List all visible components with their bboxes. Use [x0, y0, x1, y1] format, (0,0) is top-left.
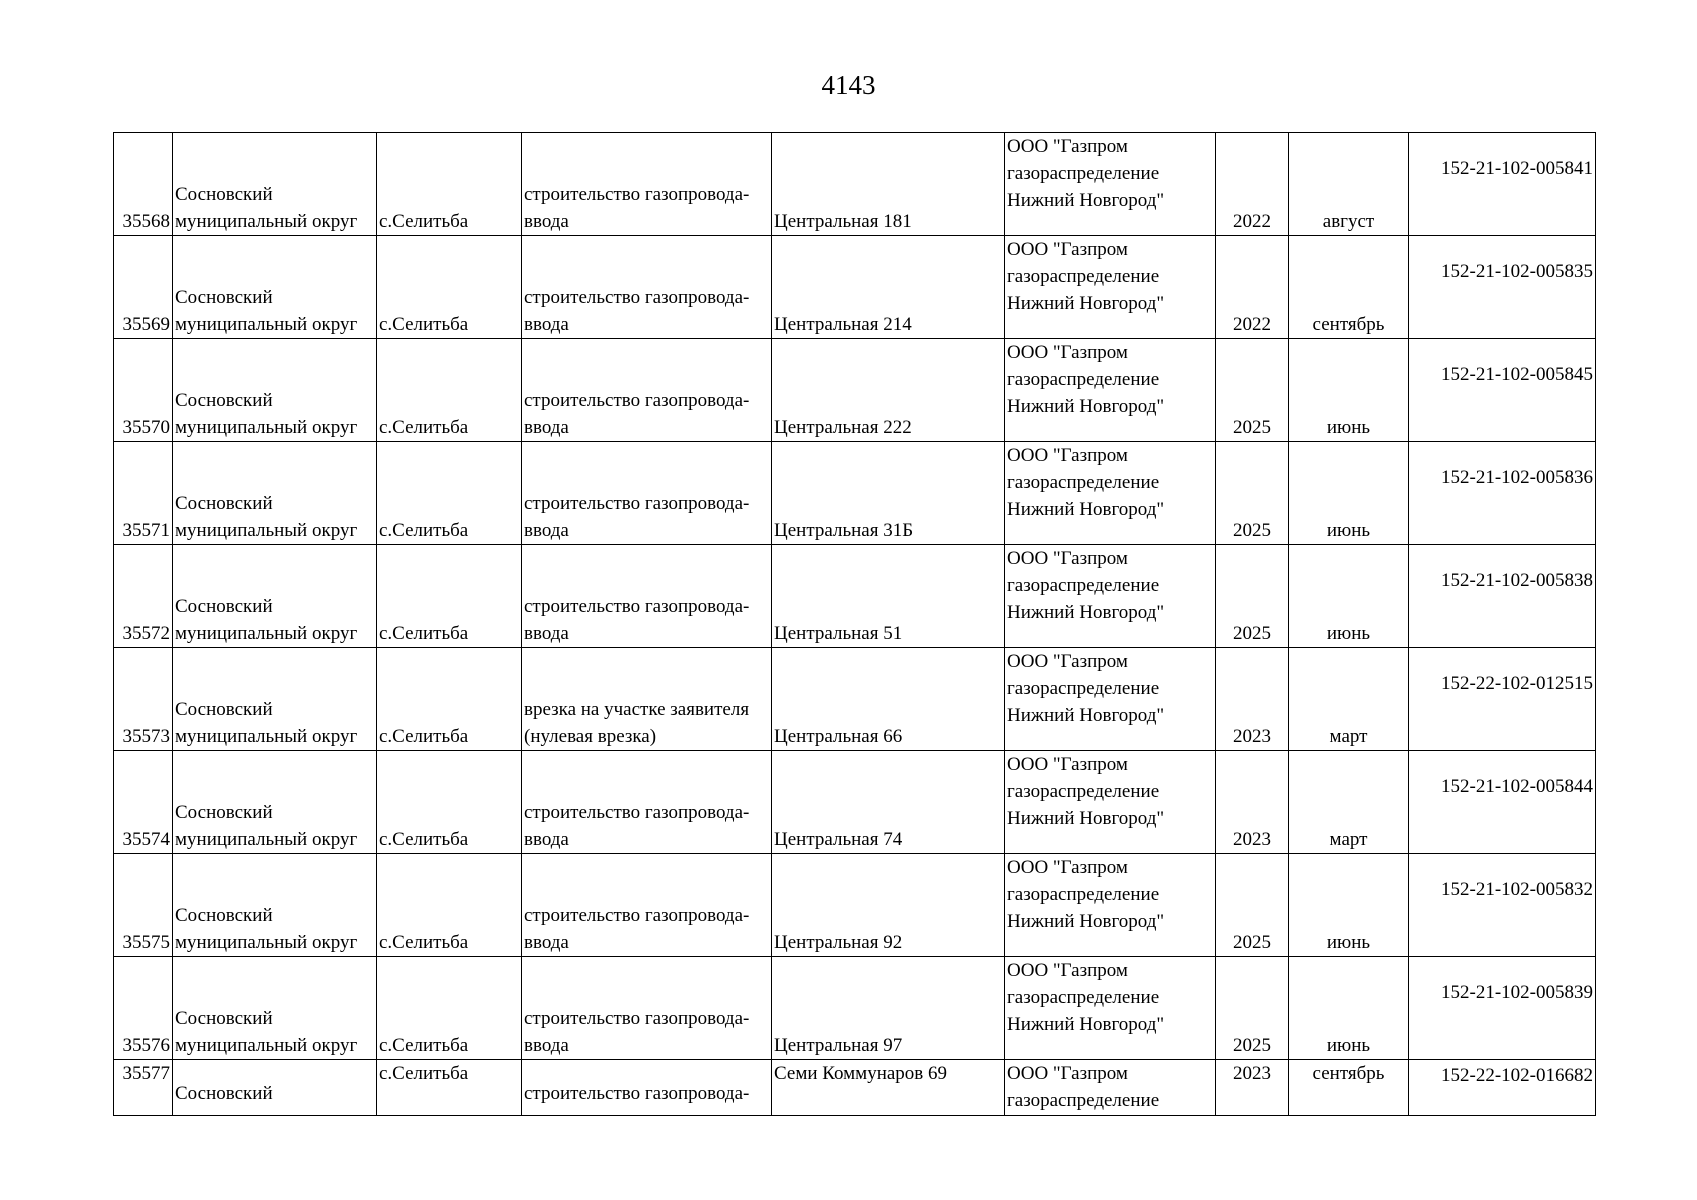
district-cell-line: муниципальный округ — [175, 314, 358, 335]
work-type-cell-line: строительство газопровода- — [524, 493, 750, 514]
settlement-cell: с.Селитьба — [377, 545, 522, 648]
organization-cell — [1005, 1060, 1216, 1116]
work-type-cell-line: ввода — [524, 1035, 569, 1056]
year-cell: 2023 — [1216, 648, 1289, 751]
organization-cell-line: газораспределение — [1007, 163, 1160, 184]
organization-cell — [1005, 854, 1216, 957]
organization-cell — [1005, 339, 1216, 442]
organization-cell-line: ООО "Газпром — [1007, 651, 1128, 672]
month-cell: июнь — [1289, 545, 1409, 648]
table-row — [114, 545, 1596, 648]
district-cell-line: муниципальный округ — [175, 932, 358, 953]
record-number: 35569 — [114, 236, 173, 339]
work-type-cell — [522, 648, 772, 751]
month-cell: июнь — [1289, 339, 1409, 442]
district-cell — [173, 648, 377, 751]
month-cell: март — [1289, 751, 1409, 854]
work-type-cell-line: строительство газопровода- — [524, 287, 750, 308]
organization-cell-line: газораспределение — [1007, 369, 1160, 390]
work-type-cell — [522, 1060, 772, 1116]
district-cell-line: Сосновский — [175, 390, 273, 411]
code-cell: 152-21-102-005836 — [1409, 442, 1596, 545]
work-type-cell — [522, 854, 772, 957]
work-type-cell-line: ввода — [524, 314, 569, 335]
record-number: 35573 — [114, 648, 173, 751]
district-cell-line: муниципальный округ — [175, 623, 358, 644]
organization-cell-line: ООО "Газпром — [1007, 342, 1128, 363]
district-cell — [173, 957, 377, 1060]
organization-cell-line: ООО "Газпром — [1007, 1063, 1128, 1084]
record-number: 35574 — [114, 751, 173, 854]
work-type-cell — [522, 236, 772, 339]
organization-cell-line: ООО "Газпром — [1007, 445, 1128, 466]
settlement-cell: с.Селитьба — [377, 648, 522, 751]
organization-cell-line: Нижний Новгород" — [1007, 911, 1165, 932]
page-number: 4143 — [821, 70, 876, 100]
organization-cell-line: Нижний Новгород" — [1007, 396, 1165, 417]
district-cell-line: муниципальный округ — [175, 829, 358, 850]
record-number: 35571 — [114, 442, 173, 545]
work-type-cell-line: строительство газопровода- — [524, 1083, 750, 1104]
table-row — [114, 957, 1596, 1060]
year-cell: 2025 — [1216, 545, 1289, 648]
district-cell — [173, 545, 377, 648]
address-cell: Центральная 222 — [772, 339, 1005, 442]
table-row — [114, 854, 1596, 957]
address-cell: Центральная 214 — [772, 236, 1005, 339]
address-cell: Семи Коммунаров 69 — [772, 1060, 1005, 1116]
organization-cell-line: ООО "Газпром — [1007, 548, 1128, 569]
work-type-cell-line: врезка на участке заявителя — [524, 699, 750, 720]
settlement-cell: с.Селитьба — [377, 957, 522, 1060]
table-row — [114, 751, 1596, 854]
work-type-cell-line: ввода — [524, 211, 569, 232]
organization-cell-line: газораспределение — [1007, 472, 1160, 493]
organization-cell — [1005, 648, 1216, 751]
organization-cell — [1005, 442, 1216, 545]
registry-table — [113, 132, 1596, 1116]
address-cell: Центральная 51 — [772, 545, 1005, 648]
district-cell — [173, 442, 377, 545]
code-cell: 152-22-102-016682 — [1409, 1060, 1596, 1116]
work-type-cell — [522, 751, 772, 854]
organization-cell-line: ООО "Газпром — [1007, 239, 1128, 260]
organization-cell-line: Нижний Новгород" — [1007, 499, 1165, 520]
record-number: 35572 — [114, 545, 173, 648]
year-cell: 2023 — [1216, 1060, 1289, 1116]
table-row — [114, 1060, 1596, 1116]
organization-cell-line: газораспределение — [1007, 575, 1160, 596]
organization-cell-line: газораспределение — [1007, 678, 1160, 699]
year-cell: 2022 — [1216, 133, 1289, 236]
table-row — [114, 133, 1596, 236]
district-cell — [173, 133, 377, 236]
work-type-cell-line: строительство газопровода- — [524, 390, 750, 411]
work-type-cell — [522, 957, 772, 1060]
month-cell: июнь — [1289, 957, 1409, 1060]
year-cell: 2025 — [1216, 339, 1289, 442]
settlement-cell: с.Селитьба — [377, 1060, 522, 1116]
month-cell: март — [1289, 648, 1409, 751]
work-type-cell-line: ввода — [524, 417, 569, 438]
district-cell — [173, 751, 377, 854]
address-cell: Центральная 74 — [772, 751, 1005, 854]
district-cell — [173, 1060, 377, 1116]
table-row — [114, 236, 1596, 339]
district-cell-line: Сосновский — [175, 802, 273, 823]
code-cell: 152-21-102-005832 — [1409, 854, 1596, 957]
organization-cell-line: газораспределение — [1007, 1090, 1160, 1111]
work-type-cell-line: строительство газопровода- — [524, 596, 750, 617]
settlement-cell: с.Селитьба — [377, 339, 522, 442]
work-type-cell-line: (нулевая врезка) — [524, 726, 657, 747]
district-cell — [173, 236, 377, 339]
organization-cell-line: газораспределение — [1007, 781, 1160, 802]
month-cell: июнь — [1289, 442, 1409, 545]
code-cell: 152-21-102-005838 — [1409, 545, 1596, 648]
district-cell — [173, 339, 377, 442]
work-type-cell-line: строительство газопровода- — [524, 184, 750, 205]
record-number: 35577 — [114, 1060, 173, 1116]
organization-cell-line: ООО "Газпром — [1007, 960, 1128, 981]
address-cell: Центральная 97 — [772, 957, 1005, 1060]
organization-cell-line: газораспределение — [1007, 266, 1160, 287]
organization-cell-line: газораспределение — [1007, 987, 1160, 1008]
code-cell: 152-21-102-005835 — [1409, 236, 1596, 339]
year-cell: 2025 — [1216, 442, 1289, 545]
organization-cell-line: ООО "Газпром — [1007, 857, 1128, 878]
registry-body — [114, 133, 1596, 1116]
code-cell: 152-22-102-012515 — [1409, 648, 1596, 751]
district-cell-line: Сосновский — [175, 493, 273, 514]
district-cell-line: Сосновский — [175, 184, 273, 205]
district-cell-line: муниципальный округ — [175, 417, 358, 438]
work-type-cell — [522, 545, 772, 648]
settlement-cell: с.Селитьба — [377, 442, 522, 545]
month-cell: июнь — [1289, 854, 1409, 957]
district-cell-line: муниципальный округ — [175, 520, 358, 541]
year-cell: 2022 — [1216, 236, 1289, 339]
table-row — [114, 442, 1596, 545]
organization-cell-line: Нижний Новгород" — [1007, 190, 1165, 211]
record-number: 35570 — [114, 339, 173, 442]
work-type-cell-line: строительство газопровода- — [524, 802, 750, 823]
district-cell-line: Сосновский — [175, 1008, 273, 1029]
work-type-cell — [522, 133, 772, 236]
year-cell: 2025 — [1216, 957, 1289, 1060]
district-cell-line: муниципальный округ — [175, 1035, 358, 1056]
settlement-cell: с.Селитьба — [377, 854, 522, 957]
organization-cell-line: Нижний Новгород" — [1007, 1014, 1165, 1035]
organization-cell-line: Нижний Новгород" — [1007, 705, 1165, 726]
district-cell-line: муниципальный округ — [175, 211, 358, 232]
district-cell-line: муниципальный округ — [175, 726, 358, 747]
work-type-cell-line: ввода — [524, 520, 569, 541]
year-cell: 2023 — [1216, 751, 1289, 854]
district-cell-line: Сосновский — [175, 905, 273, 926]
district-cell-line: Сосновский — [175, 699, 273, 720]
work-type-cell-line: строительство газопровода- — [524, 1008, 750, 1029]
settlement-cell: с.Селитьба — [377, 133, 522, 236]
district-cell — [173, 854, 377, 957]
organization-cell — [1005, 236, 1216, 339]
district-cell-line: Сосновский — [175, 1083, 273, 1104]
address-cell: Центральная 181 — [772, 133, 1005, 236]
organization-cell-line: Нижний Новгород" — [1007, 808, 1165, 829]
settlement-cell: с.Селитьба — [377, 236, 522, 339]
organization-cell-line: Нижний Новгород" — [1007, 293, 1165, 314]
code-cell: 152-21-102-005841 — [1409, 133, 1596, 236]
organization-cell — [1005, 133, 1216, 236]
record-number: 35575 — [114, 854, 173, 957]
district-cell-line: Сосновский — [175, 287, 273, 308]
organization-cell-line: ООО "Газпром — [1007, 136, 1128, 157]
address-cell: Центральная 66 — [772, 648, 1005, 751]
record-number: 35568 — [114, 133, 173, 236]
code-cell: 152-21-102-005839 — [1409, 957, 1596, 1060]
work-type-cell-line: ввода — [524, 623, 569, 644]
organization-cell — [1005, 957, 1216, 1060]
month-cell: август — [1289, 133, 1409, 236]
code-cell: 152-21-102-005845 — [1409, 339, 1596, 442]
address-cell: Центральная 92 — [772, 854, 1005, 957]
organization-cell-line: ООО "Газпром — [1007, 754, 1128, 775]
work-type-cell — [522, 442, 772, 545]
month-cell: сентябрь — [1289, 1060, 1409, 1116]
work-type-cell-line: ввода — [524, 829, 569, 850]
address-cell: Центральная 31Б — [772, 442, 1005, 545]
work-type-cell-line: строительство газопровода- — [524, 905, 750, 926]
settlement-cell: с.Селитьба — [377, 751, 522, 854]
district-cell-line: Сосновский — [175, 596, 273, 617]
code-cell: 152-21-102-005844 — [1409, 751, 1596, 854]
organization-cell — [1005, 545, 1216, 648]
table-row — [114, 648, 1596, 751]
organization-cell-line: Нижний Новгород" — [1007, 602, 1165, 623]
record-number: 35576 — [114, 957, 173, 1060]
organization-cell — [1005, 751, 1216, 854]
work-type-cell-line: ввода — [524, 932, 569, 953]
table-row — [114, 339, 1596, 442]
year-cell: 2025 — [1216, 854, 1289, 957]
month-cell: сентябрь — [1289, 236, 1409, 339]
work-type-cell — [522, 339, 772, 442]
organization-cell-line: газораспределение — [1007, 884, 1160, 905]
